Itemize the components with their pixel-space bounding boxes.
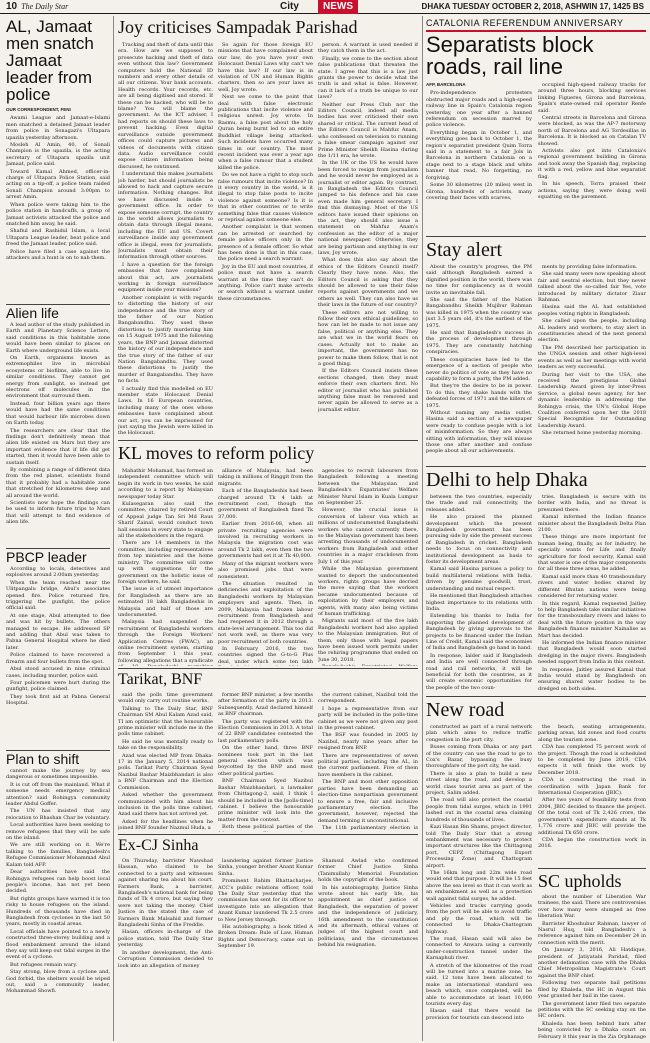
paragraph: [318, 664, 418, 666]
paragraph: However, the crucial issue is conversion of labour visa which as millions of undocumented Bangladeshi workers who cannot currently there, so the Malaysian government has been arresting thousands of undocumented workers from Bangladesh and other countries in a major crackdown from July 1 of this year.: [318, 507, 418, 565]
headline-sc: SC upholds: [538, 871, 622, 891]
paragraph: alliance of Malaysia, had been taking in millions of Ringgit from the migrants.: [218, 468, 313, 487]
story-body: [218, 42, 313, 302]
paragraph: Stay strong, blow from a cyclone and, God forbid, the shelters would be wiped out, said a community leader, Mohammad Showfi.: [6, 969, 110, 995]
paragraph: Scientists now hope the findings can be used to inform future trips to Mars that will attempt to find evidence of alien life.: [6, 499, 110, 526]
headline-ex-cj: Ex-CJ Sinha: [118, 837, 199, 854]
story-body: [218, 692, 313, 832]
story-body: [318, 468, 418, 666]
story-stay-alert-col2: [538, 264, 646, 464]
paragraph: These editors are not willing to follow their own ethical guidelines, so how can let be made to not issue any false, political or anything else. They are what we in the world fears on cases. Actually not to make an important, the government has no power to make them follow, that is not a good thing.: [318, 309, 418, 367]
paragraph: agencies to recruit labourers from Bangladesh following a meeting between the Malaysian and Bangladesh's Expatriates' Welfare Minister Nurul Islam in Kuala Lumpur on September 25.: [318, 468, 418, 507]
paragraph: In response, Ialder said if Bangladesh and India are well connected through road and rail networks, it will be beneficial for both the countries, as it will create economic opportunities for the people of the two coun-: [426, 652, 532, 691]
paragraph: These conspiracies have led to the emergence of a section of people who never do politics of vote as they have no capability to form a party, the PM added.: [426, 356, 532, 382]
story-ex-cj-col3: [318, 858, 418, 1040]
paragraph: On the other hand, three BNF nominees took part in the last general election which was boycotted by the BNP and most other political parties.: [218, 745, 313, 777]
paragraph: Some 30 kilometres (20 miles) west in Girona, hundreds of activists, many covering their faces with scarves,: [426, 182, 532, 201]
paragraph: On January 3, 2016, Ali Hatdique, president of Jatiyatabi Paridad, filed another defamation case with the Dhaka Chief Metropolitan Magistrate's Court against the BNP chief.: [538, 947, 646, 979]
headline-catalonia: Separatists block roads, rail line: [426, 32, 594, 79]
story-body: [6, 768, 110, 995]
story-alien-life: [6, 322, 110, 547]
headline-delhi: Delhi to help Dhaka: [426, 469, 588, 491]
story-kl-col1: [118, 468, 213, 666]
paragraph: On Earth, organisms known as extremophiles live in microbial ecosystems or biofilms, able to live in similar conditions. They cannot get energy from sunlight, so instead get electrons off molecules in the environment that surround them.: [6, 355, 110, 400]
paragraph: Hasan said that there would be provision for tourists can descend into: [426, 1008, 532, 1021]
paragraph: Do we not have a right to stop such false rumours that incite violence? In it every country in the world, is it illegal to stop false posts to incite violence against someone? Is it is that in other countries or to write something false that causes violence or reprisal against someone else.: [218, 172, 313, 223]
paragraph: Another complaint is that women can be arrested or searched by female police officers only in the presence of a female officer. So what has been done is that in this case, the police need a search warrant.: [218, 224, 313, 263]
story-body: [426, 724, 532, 1021]
paragraph: Shamsul Awlad who confirmed former Chief Justice Sinha (Tanimullah) Memorial Foundation holds the copyright of the book.: [318, 858, 418, 884]
paragraph: She called upon the people, including AL leaders and workers, to stay alert in constituencies ahead of the next general election.: [538, 318, 646, 344]
story-new-road-col1: [426, 724, 532, 1040]
story-stay-alert-col1: [426, 264, 532, 464]
story-sc: [538, 894, 646, 1040]
paragraph: Extending his thanks to India for supporting the planned development of Bangladesh by giving approvals to the projects to be financed under the Indian Line of Credit, Kamal said the economies of India and Bangladesh go hand in hand.: [426, 613, 532, 652]
paragraph: CDA has completed 75 percent work of the project. Though the road is scheduled to be completed by June 2019, CDA expects it will finish the work by December 2018.: [538, 744, 646, 776]
paragraph: But rights groups have warned it is too risky to house refugees on the island. Hundreds of thousands have died in Bangladesh from cyclones in the last 50 years, mostly in coastal areas.: [6, 895, 110, 928]
story-body: [538, 494, 646, 692]
paragraph: Asked for the headlines when he joined BNF founder Nazmul Huda, a: [118, 818, 213, 832]
paragraph: The road will also protect the coastal people from tidal surges, which in 1991 lashed out in the coastal area claiming hundreds of thousands of lives.: [426, 797, 532, 823]
paragraph: Asked whether the government communicated with him about his inclusion in the polls time cabinet, Azad said there has not arrived yet.: [118, 792, 213, 818]
paragraph: While the Malaysian government wanted to deport the undocumented workers, rights groups have decried the move saying that the workers became undocumented because of exploitation by their employers and agents, with many also being victims of human trafficking.: [318, 566, 418, 617]
paragraph: constructed as part of a rural network plan which aims to reduce traffic congestion in the port city.: [426, 724, 532, 743]
paragraph: Mosleh Al Amin, 40, of Sonali Champion is the upazila, is the acting secretary of Ultapara upazila unit Jamaat, police said.: [6, 142, 110, 168]
paragraph: Dear authorities have said the Rohingya refugees can help boost local people's income, has not yet been decided.: [6, 869, 110, 895]
paragraph: On Thursday, barrister Nawshad Hassan, who claimed to be connected to a party and witnesses against sharing tea about his court. Farmers Bank, a barrister, Bangladesh's national bank for being funds of Tk 4 crore, but saying they were not taking the money. Chief Justice in the stated the case of Farmers Bank Malsahid and former Bangladeshi Sinha of the Freddie.: [118, 858, 213, 929]
story-catalonia-col2: [538, 82, 646, 234]
paragraph: Earlier from 2016-08, when all private recruiting agencies were involved in recruiting workers in Malaysia the migration cost was around Tk 2 lakh, even then the two governments had set it at Tk 40,000.: [218, 521, 313, 560]
paragraph: In another development, the Anti-Corruption Commission decided to look into an allegation of money: [118, 949, 213, 969]
story-pbcp: [6, 566, 110, 749]
story-ex-cj-col1: [118, 858, 213, 1040]
paragraph: Shafiul and Rashidul Islam, a local Ultapara League leader, beat police and freed the Jamaat leader, police said.: [6, 228, 110, 248]
paragraph: In his speech, Torra praised their actions, saying they were doing well squatting on the pavement.: [538, 181, 646, 200]
paragraph: In the UK or the US he would have been forced to resign from journalism and he would never be employed as a journalist or editor again. By contrast, in Bangladesh the Editors Council jumped to his defence and his case even made him general secretary. I find this dismaying. Most of the US editors have issued their opinions on the act, they should also issue a statement on Mahfuz Anam's confession as the editor of a major national newspaper. Otherwise, they are being partisan and anything in our laws, Joy wrote.: [318, 160, 418, 256]
story-body: [218, 468, 313, 666]
paragraph: What does this also say about the ethics of the Editors Council itself? Clearly they have none. Also, the Editors Council is asking that they should be allowed to use their false reports against governments and we others as well. They can also have us their laws in the future of our country?: [318, 257, 418, 309]
paragraph: The road, Hasan said will also be connected to Anwara using a currently under-construction tunnel under the Karnaphuli river.: [426, 936, 532, 962]
paragraph: ments by providing false information.: [542, 264, 638, 270]
paragraph: the beach, seating arrangements, parking areas, kid zones and food courts along the tourism zone.: [538, 724, 646, 743]
paragraph: In response, Jaitley assured Kamal that India would stand by Bangladesh on ensuring shared water bodies to be dredged on both sides.: [538, 666, 646, 692]
paragraph: Kamal said Hasina pursues a policy to build multilateral relations with India, driven by genuine goodwill, trust, understanding and mutual respect.: [426, 566, 532, 592]
paragraph: Many of the migrant workers were also promised jobs that were nonexistent.: [218, 560, 313, 580]
paragraph: Activists also got into Catalonia's regional government building in Girona and took away the Spanish flag, replacing it with a red, yellow and blue separatist flag.: [538, 148, 646, 180]
paragraph: The 16km long and 22m wide road would end that purpose. It will be 15 feet above the sea level so that it can work as an embankment as well as a protection wall against tidal surges, he added.: [426, 869, 532, 902]
paragraph: His autobiography, a book titled A Broken Dream: Rule of Law, Human Rights and Democracy, came out in September 19.: [218, 924, 313, 950]
paragraph: I understand this makes journalists job harder, but should journalists be allowed to hack and capture secure information. Nothing changes. But we have discussed inside a government office. In order to expose someone corrupt, the country in the world allows journalists to obtain data through illegal means, including the EU and US. Covert surveillance inside any government office is illegal, even for journalists. Journalists must obtain their information through other sources.: [118, 171, 213, 261]
paragraph: A stretch of the kilometres of the road will be turned into a marine zone, he said. 12 tons have been allocated to make an international standard sea beach which, once completed, will be able to accommodate at least 10,000 tourists every day.: [426, 962, 532, 1008]
paragraph: Pro-independence protesters obstructed major roads and a high-speed railway line in Spain's Catalonia region yesterday, one year after a banned referendum on secession marred by police violence.: [426, 90, 532, 129]
story-ex-cj-col2: [218, 858, 313, 1040]
paragraph: He also praised the planned development which the present Bangladesh government has been pursuing side by side the present success of Bangladesh in cricket. Bangladesh needs to focus on connectivity and institutional development as basis to foster its development areas.: [426, 514, 532, 566]
story-body: [538, 894, 646, 1040]
story-kl-col3: [318, 468, 418, 666]
headline-stay-alert: Stay alert: [426, 239, 503, 261]
paragraph: But they're the desire to be in power. To do this, they shake hands with the defeated forces of 1971 and the killers of 1975.: [426, 383, 532, 409]
story-body: [118, 468, 213, 666]
paragraph: Central streets in Barcelona and Girona were blocked, as was the AP-7 motorway north of Barcelona and AG Tordesillas in Barcelona. It is blocked as on Catalan TV showed.: [538, 115, 646, 147]
paragraph: about the number of Liberation War trainees, the said. There are controversies over how many were slumped as free liberation War.: [538, 894, 646, 920]
paragraph: It is cut off from the mainland. What if someone needs emergency medical attention? said Rohingya community leader Abdul Goffer.: [6, 781, 110, 808]
paragraph: former BNP minister, a few months after formation of the party in 2013. Subsequently, Azad declared himself as BNF chairman.: [218, 692, 313, 718]
paper-name: The Daily Star: [21, 2, 69, 11]
story-body: [538, 82, 646, 200]
paragraph: cannot make the journey by sea dangerous or sometimes impossible.: [6, 768, 110, 781]
paragraph: In February 2016, the two countries signed the G-to-G Plus deal, under which some ten lakh: [218, 645, 313, 665]
paragraph: Police claimed to have recovered a firearm and four bullets from the spot.: [6, 652, 110, 665]
paragraph: I have a question for the foreign embassies that have complained about this act, are journalists working in foreign surveillance equipment inside your missions?: [118, 261, 213, 294]
paragraph: Both these political parties of the: [222, 824, 313, 831]
story-al-jamaat: [6, 107, 110, 303]
paragraph: But refugees remain wary.: [10, 961, 78, 968]
story-body: [538, 264, 646, 437]
story-body: [6, 115, 110, 261]
headline-alien-life: Alien life: [6, 305, 59, 321]
paragraph: During her visit to the USA, she received the prestigious Global Leadership Award given by inter-Press Service, a global news agency, for her dynamic leadership in addressing the Rohingya crisis, the UN's Global Hope Coalition conferred upon her the 2018 Special Recognition for Outstanding Leadership Award.: [538, 371, 646, 429]
paragraph: According to locals, detectives and explosives around 2:00am yesterday.: [6, 566, 110, 579]
paragraph: Kazi Hasan Bin Shams, project director, told The Daily Star that a strong embankment was necessary to protect important structures like the Chittagong port, CEPZ (Chittagong Export Processing Zone) and Chattogram airport.: [426, 824, 532, 869]
paragraph: Khaleda has been behind bars after being convicted by a Dhaka court on February 8 this year in the Zia Orphanage: [538, 1020, 646, 1040]
paragraph: She returned home yesterday morning.: [542, 430, 642, 437]
story-delhi-col1: [426, 494, 532, 694]
paragraph: person. A warrant is used needed if they catch them in the act.: [318, 42, 418, 55]
story-body: [318, 858, 418, 949]
story-joy-col2: [218, 42, 313, 437]
paragraph: said the polls time government would only carry out routine works.: [118, 692, 213, 705]
story-new-road-col2: [538, 724, 646, 866]
paragraph: Prominent Rahim Bhattacharjee, ACC's public relations officer, told The Daily Star yesterday that the commission has sent for its officer to investigate into an allegation that Anant Kumar laundered Tk 2.5 crore to New Jersey through.: [218, 878, 313, 923]
paragraph: Kamal said more than 40 transboundary rivers and water bodies shared by different Bhutan nations were being considered for returning water.: [538, 573, 646, 600]
headline-tarikat: Tarikat, BNF: [118, 671, 203, 688]
paragraph: Hasina said the AL had established peoples voting rights in Bangladesh.: [538, 304, 646, 317]
paragraph: At one stage, Abul attempted to flee and was hit by bullets. The others managed to escape. He addressed SP and adding that Abul was taken to Pabna General Hospital where he died later.: [6, 612, 110, 651]
paragraph: They took first aid at Pabna General Hospital.: [6, 693, 110, 707]
story-body: [318, 692, 418, 832]
paragraph: When the team reached near the Ulitpangalu bridge, Abul's associates opened fire. Police returned fire, triggering the gunfight, the police official said.: [6, 579, 110, 612]
story-kl-col2: [218, 468, 313, 666]
story-catalonia-col1: [426, 82, 532, 234]
paragraph: The BSF was founded in 2005 by Nazibul, nearly nine years after he resigned from BNP.: [318, 732, 418, 752]
headline-plan-shift: Plan to shift: [6, 751, 80, 767]
paragraph: So again for those foreign EU missions that have complained about our law, do you have your own Holocaust Denial Laws why can't we have this law? If our law is in violation of UN and Human Rights charters, then so are your laws as well, Joy wrote.: [218, 42, 313, 93]
paragraph: He said that Bangladesh's success in the process of development through 1975. They are constantly hatching conspiracies.: [426, 330, 532, 356]
paragraph: Toward Kamal Ahmed, officer-in-charge of Ultapara Police Station, said acting on a tip-off, a police team raided Sonali Champion around 3:00pm to arrest Amin.: [6, 168, 110, 201]
paragraph: When police were taking him to the police station in handcuffs, a group of Jamaat activists attacked the police and snatched him away, he said.: [6, 201, 110, 227]
paragraph: In this regard, Kamal requested Jaitley to help Bangladesh take similar initiatives for the transboundary rivers and lakes to deal with the future position in the way Bangladesh finance minister Nainalise as Mart has decided.: [538, 600, 646, 639]
paragraph: laundering against former Justice Sinha, younger brother Anant Kumar Sinha.: [218, 858, 313, 877]
issue-date: DHAKA TUESDAY OCTOBER 2, 2018, ASHWIN 17, 1425 BS: [421, 2, 644, 11]
paragraph: Finally, we come to the section about false publications that threaten the state. I agree that this is a law just grants the power to decide what the truth is and what is false. However, can it lack of a truth be unique to our laws?: [318, 55, 418, 101]
paragraph: He mentioned that Bangladesh attaches highest importance to its relations with India.: [426, 593, 532, 612]
paragraph: The UN has insisted that any relocation to Bhashan Char be voluntary.: [6, 808, 110, 821]
story-body: [118, 42, 213, 437]
paragraph: He said he was mentally ready to take on the responsibility.: [118, 738, 213, 752]
paragraph: The PM described her participation in the UNGA session and other high-level events as well as her meetings with world leaders as very successful.: [538, 344, 646, 371]
story-body: [6, 566, 110, 707]
story-body: [426, 264, 532, 455]
paragraph: The issue is of utmost importance for Bangladesh as there are an estimated 18 lakh Bangladeshis in Malaysia and half of those are undocumented.: [118, 586, 213, 618]
paragraph: Each of the Bangladeshis had been charged around Tk 4 lakh at recruitment cost, though the government of Bangladesh fixed Tk 37,000.: [218, 488, 313, 520]
story-joy-col3: [318, 42, 418, 437]
paragraph: Instead, four billion years ago there would have had the same conditions that would harbour life microbes down on Earth today.: [6, 400, 110, 427]
story-body: [426, 90, 532, 201]
story-body: [318, 42, 418, 413]
paragraph: Vehicles and trucks carrying goods from the port will be able to avoid traffic and ply the road, which will be connected to Dhaka-Chattogram highway.: [426, 902, 532, 935]
section-tag: NEWS: [318, 0, 358, 14]
paragraph: Malaysia had suspended the recruitment of Bangladeshi workers through the Foreign Workers' Application Centres (FWAC), an online recruitment system, starting from September 1 this year, following allegations that a syndicate: [118, 619, 213, 664]
paragraph: Without naming any media outlet, Hasina said a section of a newspaper were ready to confuse people with a lot of misinformation. So they are always sitting with information, they will misuse those one after another and confuse people about all our achievements.: [426, 409, 532, 455]
kicker-catalonia: CATALONIA REFERENDUM ANNIVERSARY: [426, 18, 624, 28]
paragraph: Azad was elected MP from Dhaka-17 in the January 5, 2014 national polls. Tarikat Party Chairman Syed Nazibul Bashar Maizbhandari is also a BNF Chairman and the Election Commission.: [118, 752, 213, 791]
paragraph: Neither our Press Club nor the Editors Council, indeed all media bodies has ever criticised their own shared or critical. The current head of the Editors Council is Mahfuz Anam, who confessed on television to running a false smear campaign against our Prime Minister Sheikh Hasina during the 1/11 era, he wrote.: [318, 101, 418, 159]
headline-kl: KL moves to reform policy: [118, 443, 315, 463]
paragraph: the current cabinet, Nazibul told the correspondent.: [318, 692, 418, 705]
headline-pbcp: PBCP leader: [6, 549, 87, 565]
paragraph: Following two separate bail petitions filed by Khaleda, the HC in August this year granted her bail in the cases.: [538, 980, 646, 1000]
headline-al-jamaat: AL, Jamaat men snatch Jamaat leader from police: [6, 17, 94, 104]
story-body: [6, 322, 110, 526]
paragraph: The situation resulted in deficiencies and exploitation of the Bangladeshi workers by Malaysian employers and agents. Then, in 2009, Malaysia had frozen labour recruitment from Bangladesh and had reopened it in 2012 through a state-level arrangement. This too did not work well, as there was very poor recruitment of both countries.: [218, 580, 313, 645]
paragraph: Abul stood accused in nine criminal cases, including murder, police said.: [6, 666, 110, 679]
paragraph: Migrants said most of the five lakh Bangladeshi workers had also applied to the Malaysian immigration. But of them, only those with legal papers have been issued work permits under the rehiring programme that ended on June 30, 2018.: [318, 618, 418, 663]
paragraph: between the two countries, especially the trade and rail connectivity, the releases added.: [426, 494, 532, 513]
paragraph: Tracking and theft of data until this era. How are we supposed to prosecute hacking and theft of data even without this law? Government computers hold the National ID numbers and every other details of all our citizens. Your bank accounts. Health records. Your records, etc. are all being digitised and stored. If these can be hacked, who will be to blame? You will blame the government. As the ICT adviser, I had reports on should these laws to prevent hacking. Even digital surveillance outside government offices could capture pictures and videos of documents with citizen data. Audio surveillance could expose citizen information being discussed, he continued.: [118, 42, 213, 170]
paragraph: The researchers are clear that the findings don't definitively mean that alien life existed on Mars but they are important evidence that if life did get started, then it would have been able to sustain itself.: [6, 427, 110, 466]
paragraph: Hasan, officers in-charge of the police station, told The Daily Star yesterday.: [118, 929, 213, 949]
paragraph: In his autobiography, Justice Sinha wrote about his early life, his appointment as chief justice of Bangladesh, the separation of power and the independence of judiciary, 16th amendment to the constitution and its aftermath, ethical values of judges of the highest court and politicians, and the circumstances behind his resignation.: [318, 884, 418, 949]
paragraph: Mahathir Mohamad, has formed an independent committee which will begin its work in two weeks, he said according to a report by Malaysian newspaper today Star.: [118, 468, 213, 500]
headline-joy: Joy criticises Sampadak Parishad: [118, 17, 358, 37]
folio-bar: [0, 0, 650, 14]
paragraph: Kamal informed the Indian finance minister about the Bangladesh Delta Plan 2100.: [538, 514, 646, 534]
paragraph: A lead author of the study published in Earth and Planetary Science Letters, said conditions in this habitable zone would have been similar to places on Earth where underground life exists.: [6, 322, 110, 354]
byline: AFP, BARCELONA: [426, 82, 466, 87]
headline-new-road: New road: [426, 699, 505, 721]
paragraph: Local authorities have been seeking to remove refugees that they will be safe on the island.: [6, 822, 110, 842]
paragraph: Barrister Khoshubur Rahman, lawyer of Nasrul Huq, told Bangladesh's a reference against him on December 24 in connection with the merit.: [538, 920, 646, 946]
story-delhi-col2: [538, 494, 646, 694]
paragraph: CDA began the construction work in 2016.: [538, 836, 646, 850]
story-tarikat-col3: [318, 692, 418, 832]
story-plan-shift: [6, 768, 110, 1040]
section-name: City: [280, 1, 299, 12]
paragraph: occupied high-speed railway tracks for around three hours, blocking services linking Figueres, Girona and Barcelona, Spain's state-owned rail operator Renfe said.: [538, 82, 646, 114]
paragraph: Four policemen were hurt during the gunfight, police claimed.: [6, 679, 110, 693]
paragraph: She said many were now speaking about fair and neutral election, but they never talked about the so-called fair Yes, vote introduced by military dictator Ziaur Rahman.: [538, 271, 646, 304]
story-joy-col1: [118, 42, 213, 437]
paragraph: Local officials have pointed to a newly constructed three-storey building and a flood embankment around the island they say will keep out tidal surges in the event of a cyclone.: [6, 928, 110, 961]
story-body: [538, 724, 646, 850]
paragraph: I hope a representative from our party will be included in the polls-time cabinet as we were not given any post in the present cabinet.: [318, 705, 418, 732]
paragraph: Police have filed a case against the attackers and a hunt is on to nab them.: [6, 248, 110, 261]
paragraph: There are representatives of seven political parties, including the AL, in the current parliament. Five of them have members in the cabinet.: [318, 752, 418, 778]
page-number: 10: [6, 1, 18, 12]
paragraph: The party was registered with the Election Commission in 2013. A total of 22 BNP candidates contested the last parliamentary polls.: [218, 718, 313, 744]
paragraph: Everything began in October 1, and everything goes back to October 1, the region's separatist president Quim Torra said in a statement to a fair Jols in Barcelona in northern Catalonia on a stage next to a stage black and white banner that read, No forgetting, no forgiving.: [426, 129, 532, 181]
story-tarikat-col2: [218, 692, 313, 832]
paragraph: CDA is constructing the road in coordination with Japan Bank for International Cooperation (JBIC).: [538, 777, 646, 797]
paragraph: tries. Bangladesh is secure with its border with India, and no threat is presumed there.: [538, 494, 646, 513]
story-body: [118, 692, 213, 832]
paragraph: Buses coming from Dhaka or any part of the country can use the road to go to Cox's Bazar, bypassing the busy thoroughfare of the port city, he said.: [426, 744, 532, 770]
story-body: [118, 858, 213, 969]
paragraph: The BNP and most other opposition parties have been demanding an election-time nonpartisan government to ensure a free, fair and inclusive parliamentary election. The government, however, rejected the demand terming it unconstitutional.: [318, 779, 418, 824]
paragraph: The 11th parliamentary election is: [322, 825, 418, 832]
paragraph: Awami League and Jamaat-e-Islami men snatched a detained Jamaat leader from police in Sonagazi's Ultapara upazila yesterday afternoon.: [6, 115, 110, 141]
story-tarikat-col1: [118, 692, 213, 832]
paragraph: These things are more important for human being, finally, as for industry, he specially wants for Life and finally agriculture for food security, Kamal said that water is one of the major components for all these three areas, he added.: [538, 534, 646, 573]
story-body: [426, 494, 532, 691]
paragraph: The government later filed two separate petitions with the SC seeking stay on the HC orders.: [538, 1000, 646, 1020]
paragraph: He informed the Indian finance minister that Bangladesh would soon started dredging in the major rivers. Bangladesh needed support from India in this context.: [538, 639, 646, 666]
paragraph: About the country's progress, the PM said although Bangladesh earned a dignified position in the world, there was no time for complacency as it would invite an inevitable fall.: [426, 264, 532, 296]
paragraph: Talking to The Daily Star, BNF Chairman SM Abul Kalam Azad said, TI am optimistic that the honourable prime minister will include me in the polls time cabinet.: [118, 705, 213, 738]
paragraph: We are still working on it. We're talking to the families, Bangladesh's Refugee Commissioner Mohammad Abul Kalam told AFP.: [6, 842, 110, 868]
paragraph: By combining a range of different data from the red planet, scientists found that it probably had a habitable zone that stretched for kilometres deep and all around the world.: [6, 466, 110, 499]
paragraph: I actually find this modelled on EU member state Holocaust Denial Laws. In 16 European countries, including many of the ones whose embassies have complained about our act, you can be imprisoned for just saying the Jewish were killed in the Holocaust.: [118, 385, 213, 437]
paragraph: After two years of feasibility tests from 2004, JBIC decided to finance the project. Of the total cost of Tk 2,426 crore, the government's expenditure stands at Tk 1,776 crore and JBIC will provide the additional Tk 650 crore.: [538, 797, 646, 836]
paragraph: There is also a plan to build a new street along the road, and develop a world class tourist area as part of the project, Salim added.: [426, 770, 532, 797]
paragraph: Another complaint is with regards to distorting the history of our independence and the true story of the father of our Nation Bangabandhu. They used these distortions to justify murdering him on 15 August 1975 and the following years, the BNP and Jamaat distorted the history of our independence and the true story of the father of our Nation Bangabandhu. They used these distortions to justify the murder of Bangabandhu. They have no facts.: [118, 294, 213, 385]
paragraph: Kulasegaran also said the committee, chaired by retired Court of Appeal judge Tan Sri Md Raus Sharif Zainal, would conduct town hall sessions in every state to engage all the stakeholders in the regard.: [118, 501, 213, 540]
story-body: [218, 858, 313, 950]
paragraph: BNF Chairman Syed Nazibul Bashar Maizbhandari, a lawmaker from Chittagong-2, said, I think I should be included in the [polls-time] cabinet. I believe the honourable prime minister will look into the matter from the context.: [218, 778, 313, 823]
paragraph: Joy in the EU and most countries, if police must not have a search warrant at the time they can't do anything. Police can't make arrests or search without a warrant under these circumstances.: [218, 263, 313, 302]
paragraph: Next we come to the point that deal with false electronic publications that incite violence and religious unrest. Joy wrote. In Rasmu, a false post about the holy Quran being burnt led to an entire Buddhist village being attacked. Such incidents have occurred many times in our country. The most recent incident was over a year ago when a false rumour that a student killed the police.: [218, 94, 313, 171]
paragraph: She said the father of the Nation Bangabandhu Sheikh Mujibur Rahman was killed in 1975 when the country was just 3.5 years old, it's the earliest of the 1975.: [426, 297, 532, 329]
paragraph: If the Editors Council insists these sections changed, then they must enforce their own charters first. No editor or journalist who has published anything false must be removed and never again be allowed to serve as a journalist editor.: [318, 368, 418, 413]
byline: OUR CORRESPONDENT, FENI: [6, 107, 71, 112]
paragraph: There are 14 members in the committee, including representatives from top ministries and the home ministry. The committee will come up with suggestions for the government on the holistic issue of foreign workers, he said.: [118, 540, 213, 585]
